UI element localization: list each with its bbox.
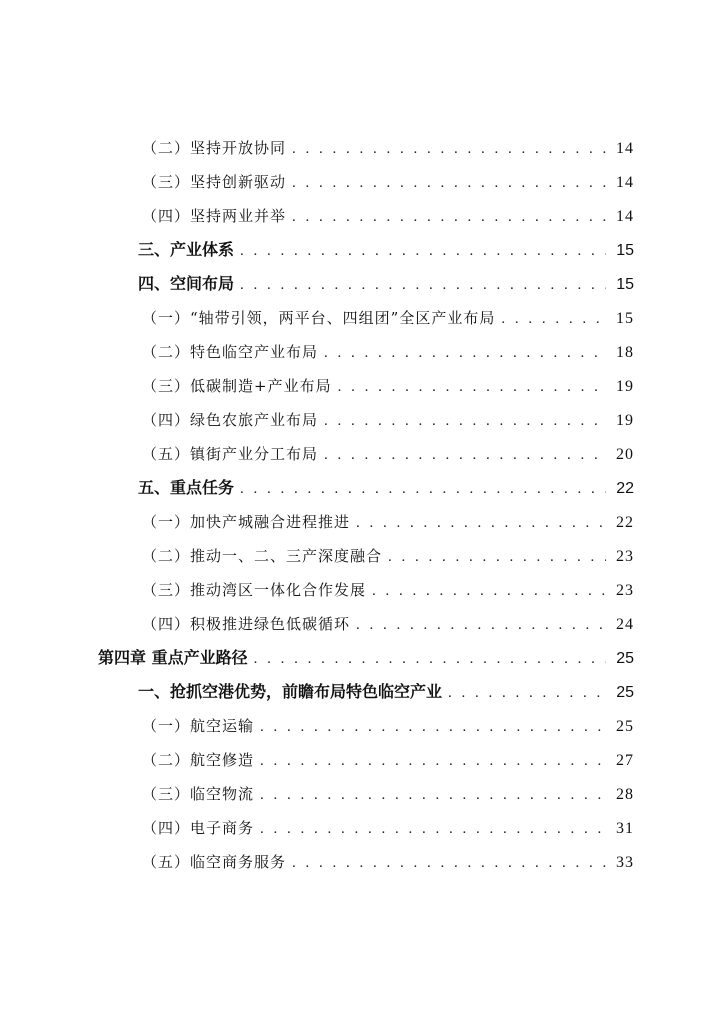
- toc-entry-title: （五）临空商务服务: [142, 853, 287, 871]
- toc-entry-title: （四）绿色农旅产业布局: [142, 411, 319, 429]
- toc-entry[interactable]: [0, 335, 724, 369]
- toc-entry-title: 五、重点任务: [138, 478, 235, 497]
- toc-entry[interactable]: [0, 505, 724, 539]
- toc-entry-title: 第四章 重点产业路径: [98, 648, 248, 667]
- toc-entry-title: （二）推动一、二、三产深度融合: [142, 547, 383, 565]
- toc-entry-page-number: 22: [616, 514, 634, 531]
- toc-entry-page-number: 27: [616, 752, 634, 769]
- toc-dot-leader: [260, 778, 606, 812]
- toc-entry[interactable]: [0, 675, 724, 709]
- toc-entry[interactable]: [0, 403, 724, 437]
- toc-entry-page-number: 28: [616, 786, 634, 803]
- toc-entry-title: （三）低碳制造+产业布局: [142, 377, 332, 395]
- toc-dot-leader: [292, 200, 606, 234]
- toc-entry-title: （二）航空修造: [142, 751, 255, 769]
- toc-dot-leader: [324, 404, 606, 438]
- toc-dot-leader: [240, 234, 606, 268]
- toc-entry-title: （一）航空运输: [142, 717, 255, 735]
- toc-entry-page-number: 14: [616, 174, 634, 191]
- toc-entry-page-number: 31: [616, 820, 634, 837]
- toc-entry-page-number: 23: [616, 548, 634, 565]
- toc-dot-leader: [292, 166, 606, 200]
- toc-entry-page-number: 14: [616, 208, 634, 225]
- toc-entry[interactable]: [0, 233, 724, 267]
- toc-dot-leader: [292, 132, 606, 166]
- toc-entry-page-number: 15: [616, 310, 634, 327]
- toc-entry[interactable]: [0, 165, 724, 199]
- toc-entry[interactable]: [0, 811, 724, 845]
- toc-entry[interactable]: [0, 437, 724, 471]
- toc-dot-leader: [501, 302, 606, 336]
- toc-entry-page-number: 23: [616, 582, 634, 599]
- toc-entry-page-number: 24: [616, 616, 634, 633]
- toc-entry[interactable]: [0, 267, 724, 301]
- toc-dot-leader: [324, 438, 606, 472]
- toc-entry[interactable]: [0, 777, 724, 811]
- toc-dot-leader: [388, 540, 606, 574]
- toc-dot-leader: [324, 336, 606, 370]
- toc-entry-page-number: 25: [616, 650, 634, 667]
- toc-dot-leader: [448, 676, 606, 710]
- toc-entry[interactable]: [0, 573, 724, 607]
- toc-entry-page-number: 19: [616, 412, 634, 429]
- toc-entry[interactable]: [0, 199, 724, 233]
- toc-dot-leader: [356, 506, 606, 540]
- toc-entry-page-number: 20: [616, 446, 634, 463]
- toc-entry-title: （二）特色临空产业布局: [142, 343, 319, 361]
- toc-entry-title: （四）电子商务: [142, 819, 255, 837]
- toc-entry-title: 三、产业体系: [138, 240, 235, 259]
- toc-entry[interactable]: [0, 301, 724, 335]
- toc-entry[interactable]: [0, 539, 724, 573]
- table-of-contents: [0, 131, 724, 879]
- toc-entry-title: （四）坚持两业并举: [142, 207, 287, 225]
- toc-entry-title: 四、空间布局: [138, 274, 235, 293]
- toc-entry-page-number: 15: [616, 242, 634, 259]
- toc-dot-leader: [356, 608, 606, 642]
- toc-entry-title: （一）“轴带引领，两平台、四组团”全区产业布局: [142, 309, 496, 327]
- toc-entry[interactable]: [0, 607, 724, 641]
- toc-entry-page-number: 15: [616, 276, 634, 293]
- toc-dot-leader: [338, 370, 606, 404]
- toc-entry-page-number: 18: [616, 344, 634, 361]
- toc-entry-page-number: 25: [616, 718, 634, 735]
- toc-entry-title: （三）推动湾区一体化合作发展: [142, 581, 367, 599]
- toc-entry-title: （三）临空物流: [142, 785, 255, 803]
- toc-dot-leader: [240, 472, 606, 506]
- toc-dot-leader: [292, 846, 606, 880]
- toc-dot-leader: [372, 574, 606, 608]
- toc-entry-title: 一、抢抓空港优势，前瞻布局特色临空产业: [138, 682, 443, 701]
- toc-entry-title: （四）积极推进绿色低碳循环: [142, 615, 351, 633]
- toc-dot-leader: [260, 812, 606, 846]
- toc-entry-page-number: 25: [616, 684, 634, 701]
- toc-dot-leader: [260, 710, 606, 744]
- toc-entry-page-number: 33: [616, 854, 634, 871]
- toc-dot-leader: [240, 268, 606, 302]
- toc-entry[interactable]: [0, 709, 724, 743]
- toc-entry-title: （五）镇街产业分工布局: [142, 445, 319, 463]
- toc-dot-leader: [254, 642, 606, 676]
- toc-entry[interactable]: [0, 743, 724, 777]
- toc-entry[interactable]: [0, 845, 724, 879]
- toc-entry-page-number: 19: [616, 378, 634, 395]
- toc-entry-title: （二）坚持开放协同: [142, 139, 287, 157]
- toc-entry-title: （三）坚持创新驱动: [142, 173, 287, 191]
- toc-entry[interactable]: [0, 369, 724, 403]
- toc-entry-page-number: 22: [616, 480, 634, 497]
- toc-dot-leader: [260, 744, 606, 778]
- toc-entry[interactable]: [0, 471, 724, 505]
- toc-entry[interactable]: [0, 131, 724, 165]
- toc-entry-page-number: 14: [616, 140, 634, 157]
- toc-entry-title: （一）加快产城融合进程推进: [142, 513, 351, 531]
- toc-entry-chapter[interactable]: [0, 641, 724, 675]
